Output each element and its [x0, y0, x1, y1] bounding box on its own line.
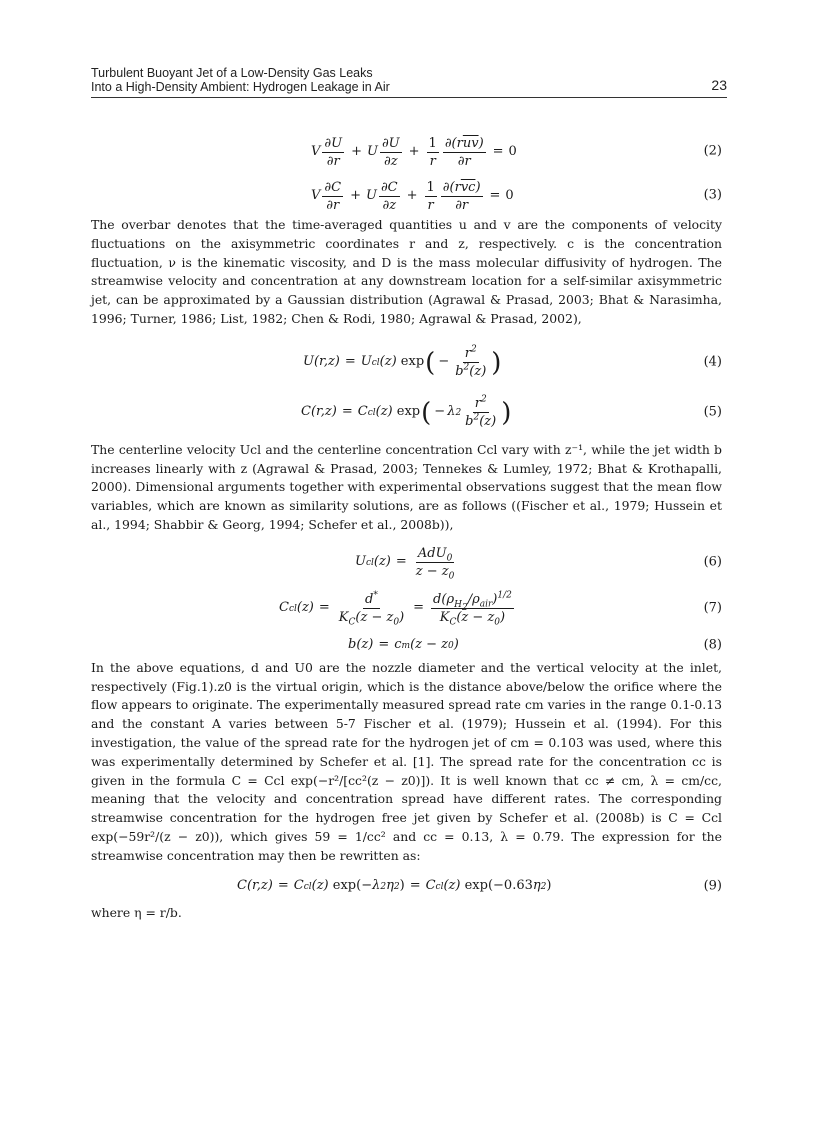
equation-3: V $\frac{\partial C}{\partial r}$ + U $\frac{\partial C}{\partial z}$ + $\frac{1}{r}$ $\frac{\partial(r\overline{vc})}{\partial r}$ = 0 (3)	[311, 179, 722, 213]
page-body	[91, 132, 722, 922]
equation-5: C(r,z) = C cl (z) exp ( − λ 2 $\frac{r^2}{b^2(z)}$ ) (5)	[301, 394, 722, 430]
equation-7: C cl (z) = $\frac{d^*}{K_C(z - z_0)}$ = $\frac{d(\rho_{H_2}/\rho_{air})^{1/2}}{K_C(z - z_0)}$ (7)	[279, 590, 722, 629]
running-head-title-line-2: Into a High-Density Ambient: Hydrogen Leakage in Air	[91, 80, 390, 94]
equation-9: C(r,z) = C cl (z) exp ( −λ 2 η 2 ) = C cl (z) exp (−0.63 η 2 ) (9)	[91, 870, 722, 904]
paragraph-3: In the above equations, d and U0 are the nozzle diameter and the vertical velocity at the inlet, respectively (Fig.1).z0 is the virtual origin, which is the distance above/below the orifice where the flow appears to originate. The experimentally measured spread rate cm varies in the range 0.1-0.13 and the constant A varies between 5-7 Fischer et al. (1979); Hussein et al. (1994). For this investigation, the value of the spread rate for the hydrogen jet of cm = 0.103 was used, where this was experimentally determined by Schefer et al. [1]. The spread rate for the concentration cc is given in the formula C = Ccl exp(−r²/[cc²(z − z0)]). It is well known that cc ≠ cm, λ = cm/cc, meaning that the velocity and concentration spread have different rates. The corresponding streamwise concentration for the hydrogen free jet given by Schefer et al. (2008b) is C = Ccl exp(−59r²/(z − z0)), which gives 59 = 1/cc² and cc = 0.13, λ = 0.79. The expression for the streamwise concentration may then be rewritten as:	[91, 659, 722, 863]
header-rule	[91, 97, 727, 98]
equation-2: V $\frac{\partial U}{\partial r}$ + U $\frac{\partial U}{\partial z}$ + $\frac{1}{r}$ $\frac{\partial(r\overline{uv})}{\partial r}$ = 0 (2)	[311, 135, 722, 169]
equation-7-number: (7)	[703, 600, 722, 616]
equation-2-number: (2)	[703, 143, 722, 159]
paragraph-4: where η = r/b.	[91, 904, 182, 920]
equation-6: U cl (z) = $\frac{AdU_0}{z - z_0}$ (6)	[355, 546, 722, 582]
equation-8: b(z) = c m (z − z 0 ) (8)	[91, 633, 722, 659]
running-head	[91, 66, 727, 94]
paragraph-2: The centerline velocity Ucl and the centerline concentration Ccl vary with z⁻¹, while the jet width b increases linearly with z (Agrawal & Prasad, 2003; Tennekes & Lumley, 1972; Bhat & Krothapalli, 2000). Dimensional arguments together with experimental observations suggest that the mean flow variables, which are known as similarity solutions, are as follows ((Fischer et al., 1979; Hussein et al., 1994; Shabbir & Georg, 1994; Schefer et al., 2008b)),	[91, 441, 722, 532]
paragraph-1: The overbar denotes that the time-averaged quantities u and v are the components of velocity fluctuations on the axisymmetric coordinates r and z, respectively. c is the concentration fluctuation, ν is the kinematic viscosity, and D is the mass molecular diffusivity of hydrogen. The streamwise velocity and concentration at any downstream location for a self-similar axisymmetric jet, can be approximated by a Gaussian distribution (Agrawal & Prasad, 2003; Bhat & Narasimha, 1996; Turner, 1986; List, 1982; Chen & Rodi, 1980; Agrawal & Prasad, 2002),	[91, 217, 722, 326]
running-head-title-line-1: Turbulent Buoyant Jet of a Low-Density Gas Leaks	[91, 66, 373, 80]
equation-9-number: (9)	[703, 878, 722, 894]
equation-4-number: (4)	[703, 354, 722, 370]
equation-5-number: (5)	[703, 404, 722, 420]
equation-3-number: (3)	[703, 187, 722, 203]
equation-6-number: (6)	[703, 554, 722, 570]
equation-8-number: (8)	[703, 637, 722, 653]
page-number: 23	[711, 77, 727, 93]
equation-4: U(r,z) = U cl (z) exp ( − $\frac{r^2}{b^2(z)}$ ) (4)	[303, 344, 722, 380]
